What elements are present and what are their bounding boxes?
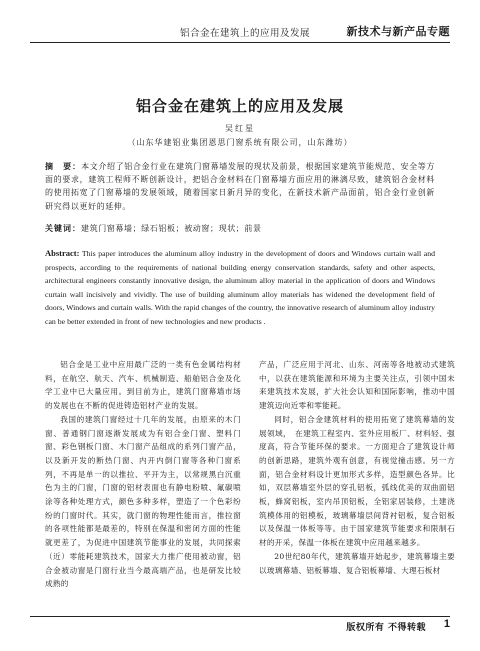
keywords-chinese — [45, 222, 435, 235]
page-number: 1 — [443, 618, 450, 630]
running-header — [30, 22, 450, 43]
abstract-english — [45, 247, 435, 329]
body-column-right — [259, 358, 455, 577]
keywords-text: 建筑门窗幕墙；绿石铝板；被动窗；现状；前景 — [81, 224, 262, 233]
column-name: 新技术与新产品专题 — [346, 25, 450, 38]
abstract-label: 摘 要： — [45, 161, 82, 171]
article-author: 吴红星 — [225, 124, 255, 133]
author-affiliation: （山东华建铝业集团恩思门窗系统有限公司，山东潍坊） — [127, 138, 353, 147]
keywords-label: 关键词： — [45, 223, 81, 233]
body-paragraph: 20世纪80年代，建筑幕墙开始起步，建筑幕墙主要以玻璃幕墙、铝板幕墙、复合铝板幕墙、大理石板材 — [259, 551, 455, 575]
abstract-en-label: Abstract: — [45, 248, 80, 258]
body-paragraph: 同时，铝合金建筑材料的使用拓宽了建筑幕墙的发展领域， 在建筑工程室内、室外应用板厂、材料轻、强度高，符合节能环保的要求。一方面迎合了建筑设计师的创新思路，建筑外观有创意，有视觉撞击感。另一方面，铝合金材料设计更加形式多样，造型颜色各异。比如，双层幕墙室外层的穿孔铝板，弧线优美的双曲面铝板，蜂窝铝板，室内吊顶铝板，全铝家居装修，土建浇筑模体用的铝模板，玻璃幕墙层间背衬铝板，复合铝板以及保温一体板等等。由于国家建筑节能要求和限制石材的开采，保温一体板在建筑中应用越来越多。 — [259, 414, 455, 548]
body-paragraph: 产品，广泛应用于河北、山东、河南等各地被动式建筑中，以获在建筑能源和环境为主要关注点，引领中国未来建筑技术发展，扩大社会认知和国际影响，推动中国建筑迈向近零和零能耗。 — [259, 360, 455, 411]
running-title: 铝合金在建筑上的应用及发展 — [180, 28, 311, 39]
article-title: 铝合金在建筑上的应用及发展 — [135, 97, 344, 115]
abstract-chinese — [45, 160, 435, 213]
abstract-en-text: This paper introduces the aluminum alloy industry in the development of doors and Windows curtain wall and prospects, according to the requirements of national building energy conservation standards, safety and other aspects, architectural engineers constantly innovative design, the aluminum alloy material in the application of doors and Windows curtain wall incisively and vividly. The use of building aluminum alloy materials has widened the development field of doors, Windows and curtain walls. With the rapid changes of the country, the innovative research of aluminum alloy industry can be better extended in front of new technologies and new products . — [45, 249, 435, 326]
abstract-text: 本文介绍了铝合金行业在建筑门窗幕墙发展的现状及前景，根据国家建筑节能规范、安全等方面的要求，建筑工程师不断创新设计，把铝合金材料在门窗幕墙方面应用的淋漓尽致，建筑铝合金材料的使用拓宽了门窗幕墙的发展领域，随着国家日新月异的变化，在新技术新产品面前，铝合金行业创新研究得以更好的延伸。 — [45, 162, 436, 211]
copyright-notice: 版权所有 不得转载 — [346, 623, 426, 633]
body-paragraph: 我国的建筑门窗经过十几年的发展，由原来的木门窗、普通钢门窗逐渐发展成为有铝合金门窗、塑料门窗、彩色钢板门窗、木门窗产品组成的系列门窗产品，以及新开发的断热门窗、内开内倒门窗等各种门窗系列，不再是单一的以推拉、平开为主，以常规黑白沉重色为主的门窗，门窗的铝材表面也有静电粉喷、氟碳喷涂等各种处理方式，颜色多种多样，塑造了一个色彩纷纷的门窗时代。其实，就门窗的物理性能而言，推拉窗的各项性能都是最差的，特别在保温和密闭方面的性能就更差了，为促进中国建筑节能事业的发展，共同探索（近）零能耗建筑技术，国家大力推广使用被动窗，铝合金被动窗是门窗行业当今最高端产品，也是研发比较成熟的 — [45, 414, 241, 589]
body-paragraph: 铝合金是工业中应用最广泛的一类有色金属结构材料，在航空、航天、汽车、机械制造、船舶铝合金及化学工业中已大量应用。到目前为止，建筑门窗幕墙市场的发展也在不断的促进铸造铝材产业的发展。 — [45, 360, 241, 411]
body-column-left — [45, 358, 241, 591]
footer-rule — [30, 616, 450, 617]
